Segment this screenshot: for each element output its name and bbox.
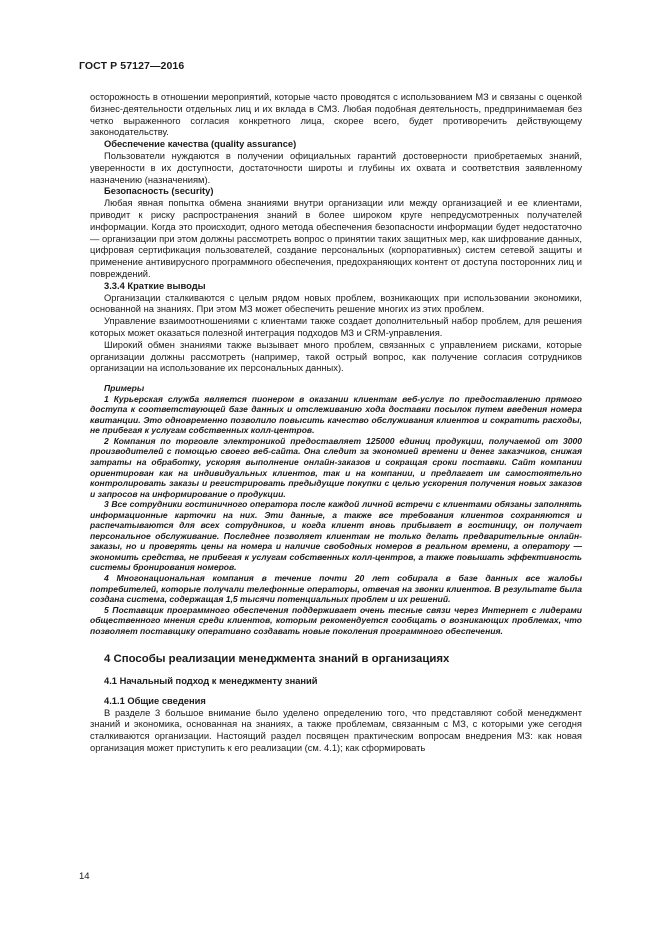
paragraph-summary-2: Управление взаимоотношениями с клиентами также создает дополнительный набор проблем, для решения которых может оказаться полезной интеграция подходов МЗ и CRM-управления. xyxy=(90,316,582,338)
paragraph-security: Любая явная попытка обмена знаниями внутри организации или между организацией и ее клиентами, приводит к риску распространения знаний в более широком круге непредусмотренных получателей информации. Когда это происходит, одного метода обеспечения безопасности информации будет недостаточно — организации при этом должны рассмотреть вопрос о принятии таких защитных мер, как шифрование данных, цифровая сертификация пользователей, создание персональных (корпоративных) систем сетевой защиты и применение антивирусного программного обеспечения, предохраняющих контент от доступа посторонних лиц и повреждений. xyxy=(90,198,582,279)
paragraph-intro: осторожность в отношении мероприятий, которые часто проводятся с использованием МЗ и связаны с оценкой бизнес-деятельности отдельных лиц и их вклада в СМЗ. Любая подобная деятельность, предпринимаемая без четко выраженного согласия конкретного лица, скорее всего, будет противоречить действующему законодательству. xyxy=(90,92,582,138)
section-4-1-title: 4.1 Начальный подход к менеджменту знаний xyxy=(104,676,318,687)
examples-block xyxy=(90,383,582,636)
example-1: 1 Курьерская служба является пионером в оказании клиентам веб-услуг по предоставлению прямого доступа к соответствующей базе данных и отслеживанию хода доставки посылок путем введения номера квитанции. Это одновременно позволило повысить качество обслуживания клиентов и сократить расходы, не прибегая к услугам собственных колл-центров. xyxy=(90,393,582,436)
page-number: 14 xyxy=(79,871,90,882)
paragraph-quality: Пользователи нуждаются в получении официальных гарантий достоверности приобретаемых знаний, уверенности в их доступности, достаточности широты и глубины их охвата и соответствия заявленному назначению (назначениям). xyxy=(90,150,582,185)
section-4-1-1-title: 4.1.1 Общие сведения xyxy=(104,695,206,706)
paragraph-summary-3: Широкий обмен знаниями также вызывает много проблем, связанных с управлением рисками, которые организации должны рассмотреть (например, такой острый вопрос, как получение согласия сотрудников организации на использование их персональных данных). xyxy=(90,339,582,374)
example-2: 2 Компания по торговле электроникой предоставляет 125000 единиц продукции, получаемой от 3000 производителей с помощью своего веб-сайта. Она следит за экономией времени и денег заказчиков, снижая затраты на обработку, ускоряя выполнение онлайн-заказов и сокращая сроки поставки. Сайт компании ориентирован как на индивидуальных клиентов, так и на компании, и предлагает им самостоятельно контролировать заказы и регистрировать предыдущие покупки с целью ускорения получения новых заказов и запросов на информирование о продукции. xyxy=(90,435,582,499)
heading-security: Безопасность (security) xyxy=(104,186,214,197)
heading-quality-assurance: Обеспечение качества (quality assurance) xyxy=(104,139,297,150)
examples-title: Примеры xyxy=(104,383,145,394)
page-content xyxy=(90,92,582,755)
standard-header: ГОСТ Р 57127—2016 xyxy=(79,60,185,72)
section-4-title: 4 Способы реализации менеджмента знаний в организациях xyxy=(104,653,450,666)
heading-3-3-4: 3.3.4 Краткие выводы xyxy=(104,280,206,291)
example-4: 4 Многонациональная компания в течение почти 20 лет собирала в базе данных все жалобы потребителей, которые получали телефонные операторы, отвечая на звонки клиентов. В результате была создана система, содержащая 1,5 тысячи потенциальных проблем и их решений. xyxy=(90,572,582,605)
example-3: 3 Все сотрудники гостиничного оператора после каждой личной встречи с клиентами обязаны заполнять информационные карточки на них. Эти данные, а также все требования клиентов сохраняются и распечатываются для всех сотрудников, и когда клиент вновь прибывает в гостиницу, он получает персональное обслуживание. Последнее позволяет клиентам не только делать предварительные онлайн-заказы, но и проверять цены на номера и наличие свободных номеров в реальном времени, а оператору — экономить средства, не прибегая к услугам собственных колл-центров, а также повышать эффективность системы бронирования номеров. xyxy=(90,499,582,573)
paragraph-4-1-1: В разделе 3 большое внимание было уделено определению того, что представляют собой менеджмент знаний и экономика, основанная на знаниях, а также проблемам, связанным с МЗ, с которыми уже сегодня сталкиваются организации. Настоящий раздел посвящен практическим вопросам внедрения МЗ: как новая организация может приступить к его реализации (см. 4.1); как сформировать xyxy=(90,707,582,754)
paragraph-summary-1: Организации сталкиваются с целым рядом новых проблем, возникающих при использовании экономики, основанной на знаниях. При этом МЗ может обеспечить решение многих из этих проблем. xyxy=(90,292,582,315)
example-5: 5 Поставщик программного обеспечения поддерживает очень тесные связи через Интернет с лидерами общественного мнения среди клиентов, которым рекомендуется сообщать о возникающих проблемах, что позволяет поставщику оперативно создавать новые поколения программного обеспечения. xyxy=(90,604,582,636)
